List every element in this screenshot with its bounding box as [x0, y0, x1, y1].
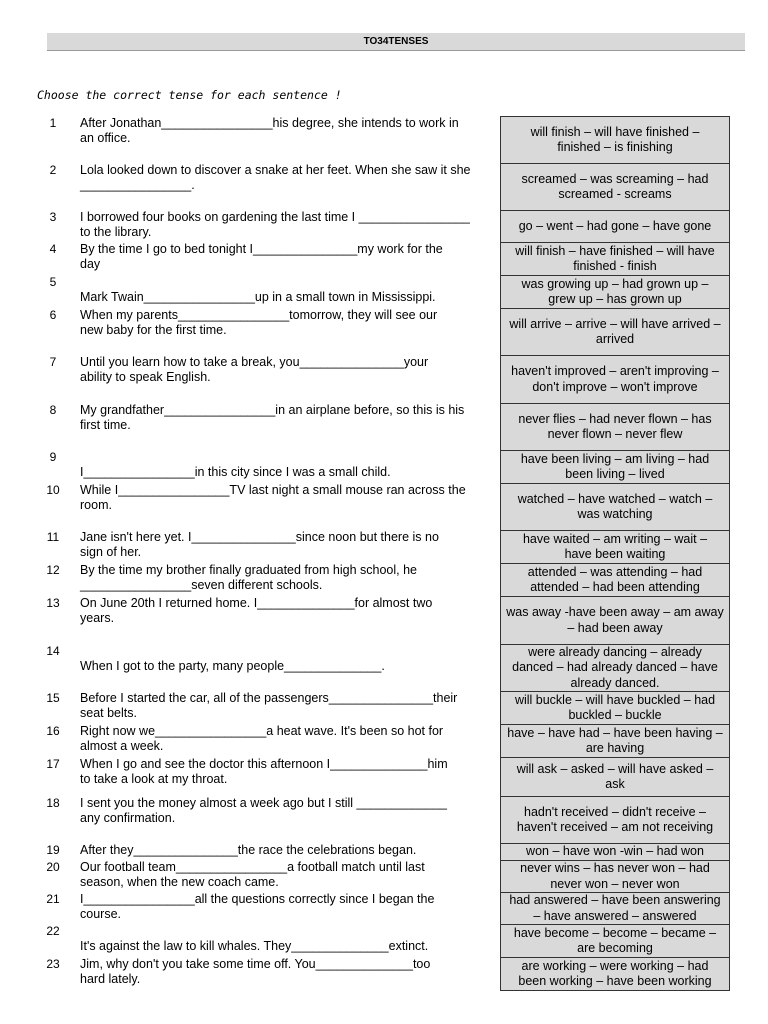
- answer-options: hadn't received – didn't receive – haven't received – am not receiving: [500, 796, 730, 843]
- question-sentence: My grandfather________________in an airplane before, so this is his first time.: [80, 403, 465, 432]
- question-sentence: While I________________TV last night a small mouse ran across the room.: [80, 483, 466, 512]
- question-sentence: Our football team________________a football match until last season, when the new coach came.: [80, 860, 425, 889]
- question-number: 16: [46, 724, 60, 738]
- answer-options: had answered – have been answering – have answered – answered: [500, 892, 730, 924]
- exercise-row: [0, 355, 768, 403]
- question-sentence: On June 20th I returned home. I______________for almost two years.: [80, 596, 433, 625]
- answer-options: screamed – was screaming – had screamed - screams: [500, 163, 730, 210]
- question-number: 18: [46, 796, 60, 810]
- answer-options: haven't improved – aren't improving – don't improve – won't improve: [500, 355, 730, 403]
- answer-options: will buckle – will have buckled – had buckled – buckle: [500, 691, 730, 724]
- question-sentence: It's against the law to kill whales. They______________extinct.: [80, 939, 429, 953]
- exercise-row: [0, 644, 768, 691]
- question-number: 23: [46, 957, 60, 971]
- question-number: 13: [46, 596, 60, 610]
- question-number: 6: [49, 308, 57, 322]
- question-sentence: I________________in this city since I was a small child.: [80, 465, 391, 479]
- question-number: 19: [46, 843, 60, 857]
- question-number: 2: [49, 163, 57, 177]
- question-sentence: I________________all the questions correctly since I began the course.: [80, 892, 435, 921]
- answer-options: have – have had – have been having – are having: [500, 724, 730, 757]
- question-number: 3: [49, 210, 57, 224]
- exercise-row: [0, 308, 768, 355]
- question-number: 4: [49, 242, 57, 256]
- answer-options: are working – were working – had been working – have been working: [500, 957, 730, 991]
- exercise-row: [0, 596, 768, 644]
- question-number: 7: [49, 355, 57, 369]
- exercise-row: [0, 924, 768, 957]
- exercise-row: [0, 724, 768, 757]
- question-sentence: When I go and see the doctor this afternoon I______________him to take a look at my throat.: [80, 757, 448, 786]
- answer-options: never flies – had never flown – has never flown – never flew: [500, 403, 730, 450]
- answer-options: watched – have watched – watch – was watching: [500, 483, 730, 530]
- exercise-row: [0, 843, 768, 860]
- question-number: 14: [46, 644, 60, 658]
- answer-options: have become – become – became – are becoming: [500, 924, 730, 957]
- answer-options: will finish – have finished – will have finished - finish: [500, 242, 730, 275]
- answer-options: attended – was attending – had attended – had been attending: [500, 563, 730, 596]
- answer-options: go – went – had gone – have gone: [500, 210, 730, 242]
- answer-options: won – have won -win – had won: [500, 843, 730, 860]
- question-sentence: Before I started the car, all of the passengers_______________their seat belts.: [80, 691, 458, 720]
- answer-options: was growing up – had grown up – grew up – has grown up: [500, 275, 730, 308]
- exercise-row: [0, 403, 768, 450]
- question-sentence: I sent you the money almost a week ago but I still _____________ any confirmation.: [80, 796, 447, 825]
- question-number: 12: [46, 563, 60, 577]
- question-number: 1: [49, 116, 57, 130]
- question-sentence: Lola looked down to discover a snake at her feet. When she saw it she ________________.: [80, 163, 471, 192]
- answer-options: will ask – asked – will have asked – ask: [500, 757, 730, 796]
- question-number: 17: [46, 757, 60, 771]
- exercise-row: [0, 563, 768, 596]
- page-title: TO34TENSES: [47, 33, 745, 51]
- exercise-row: [0, 691, 768, 724]
- question-sentence: By the time I go to bed tonight I_______________my work for the day: [80, 242, 443, 271]
- question-number: 21: [46, 892, 60, 906]
- question-sentence: I borrowed four books on gardening the last time I ________________ to the library.: [80, 210, 470, 239]
- question-number: 9: [49, 450, 57, 464]
- instructions: Choose the correct tense for each sentence !: [37, 88, 342, 102]
- answer-options: were already dancing – already danced – had already danced – have already danced.: [500, 644, 730, 691]
- exercise-row: [0, 530, 768, 563]
- answer-options: will arrive – arrive – will have arrived – arrived: [500, 308, 730, 355]
- question-sentence: When I got to the party, many people______________.: [80, 659, 385, 673]
- answer-options: have waited – am writing – wait – have been waiting: [500, 530, 730, 563]
- exercise-row: [0, 796, 768, 843]
- question-sentence: Mark Twain________________up in a small town in Mississippi.: [80, 290, 436, 304]
- question-number: 22: [46, 924, 60, 938]
- question-number: 5: [49, 275, 57, 289]
- question-sentence: Jim, why don't you take some time off. You______________too hard lately.: [80, 957, 431, 986]
- question-number: 8: [49, 403, 57, 417]
- answer-options: never wins – has never won – had never won – never won: [500, 860, 730, 892]
- question-sentence: After Jonathan________________his degree, she intends to work in an office.: [80, 116, 459, 145]
- exercise-row: [0, 163, 768, 210]
- question-sentence: Jane isn't here yet. I_______________since noon but there is no sign of her.: [80, 530, 439, 559]
- exercise-row: [0, 242, 768, 275]
- question-sentence: Until you learn how to take a break, you_______________your ability to speak English.: [80, 355, 429, 384]
- question-sentence: Right now we________________a heat wave. It's been so hot for almost a week.: [80, 724, 444, 753]
- question-number: 20: [46, 860, 60, 874]
- exercise-row: [0, 483, 768, 530]
- exercise-row: [0, 757, 768, 796]
- question-sentence: When my parents________________tomorrow, they will see our new baby for the first time.: [80, 308, 438, 337]
- answer-options: was away -have been away – am away – had been away: [500, 596, 730, 644]
- answer-options: will finish – will have finished – finished – is finishing: [500, 116, 730, 163]
- question-sentence: By the time my brother finally graduated from high school, he ________________seven different schools.: [80, 563, 417, 592]
- question-number: 10: [46, 483, 60, 497]
- question-sentence: After they_______________the race the celebrations began.: [80, 843, 417, 857]
- exercise-row: [0, 275, 768, 308]
- exercise-row: [0, 210, 768, 242]
- exercise-row: [0, 860, 768, 892]
- exercise-row: [0, 450, 768, 483]
- exercise-row: [0, 892, 768, 924]
- answer-options: have been living – am living – had been living – lived: [500, 450, 730, 483]
- question-number: 15: [46, 691, 60, 705]
- exercise-row: [0, 116, 768, 163]
- question-number: 11: [46, 530, 60, 544]
- exercise-row: [0, 957, 768, 991]
